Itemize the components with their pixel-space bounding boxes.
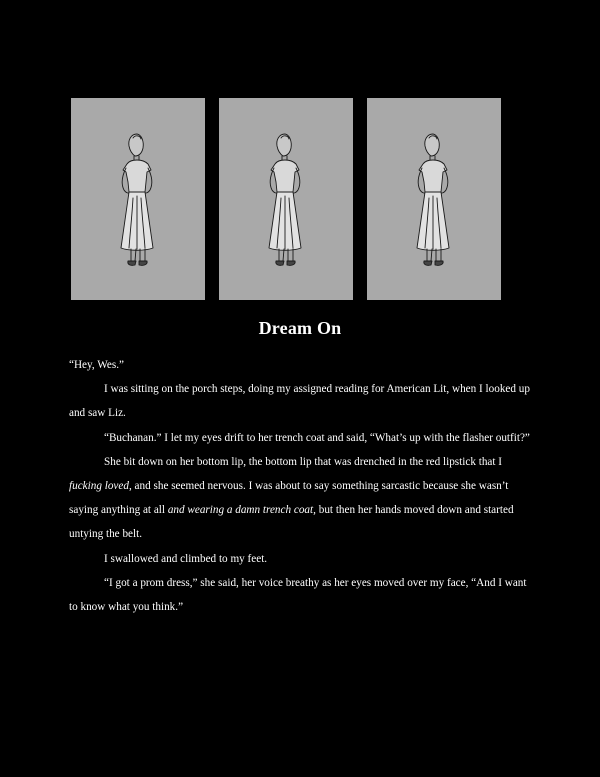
story-paragraph-6: “I got a prom dress,” she said, her voice breathy as her eyes moved over my face, “And I want to know what you think.”: [69, 576, 527, 614]
story-paragraph-4: [69, 450, 533, 547]
illustration-panel-3: [367, 98, 501, 300]
woman-figure-illustration: [71, 98, 205, 300]
story-paragraph-2: I was sitting on the porch steps, doing my assigned reading for American Lit, when I looked up and saw Liz.: [69, 383, 530, 420]
woman-figure-illustration: [367, 98, 501, 300]
illustration-panel-2: [219, 98, 353, 300]
illustration-strip: [71, 98, 501, 300]
story-text: She bit down on her bottom lip, the bottom lip that was drenched in the red lipstick that I: [104, 455, 503, 468]
woman-figure-illustration: [219, 98, 353, 300]
story-body: [69, 353, 533, 619]
illustration-panel-1: [71, 98, 205, 300]
story-paragraph-5: I swallowed and climbed to my feet.: [104, 552, 268, 565]
story-title: Dream On: [258, 318, 342, 338]
story-paragraph-1: “Hey, Wes.”: [69, 359, 125, 371]
story-emphasis: and wearing a damn trench coat,: [167, 504, 316, 517]
story-emphasis: fucking loved: [69, 480, 129, 493]
story-text: , and she seemed nervous. I was about to say something sarcastic because she wasn’t saying anything at all: [69, 480, 509, 517]
story-text: but then her hands moved down and started untying the belt.: [69, 504, 514, 541]
story-paragraph-3: “Buchanan.” I let my eyes drift to her trench coat and said, “What’s up with the flasher outfit?”: [104, 431, 530, 444]
